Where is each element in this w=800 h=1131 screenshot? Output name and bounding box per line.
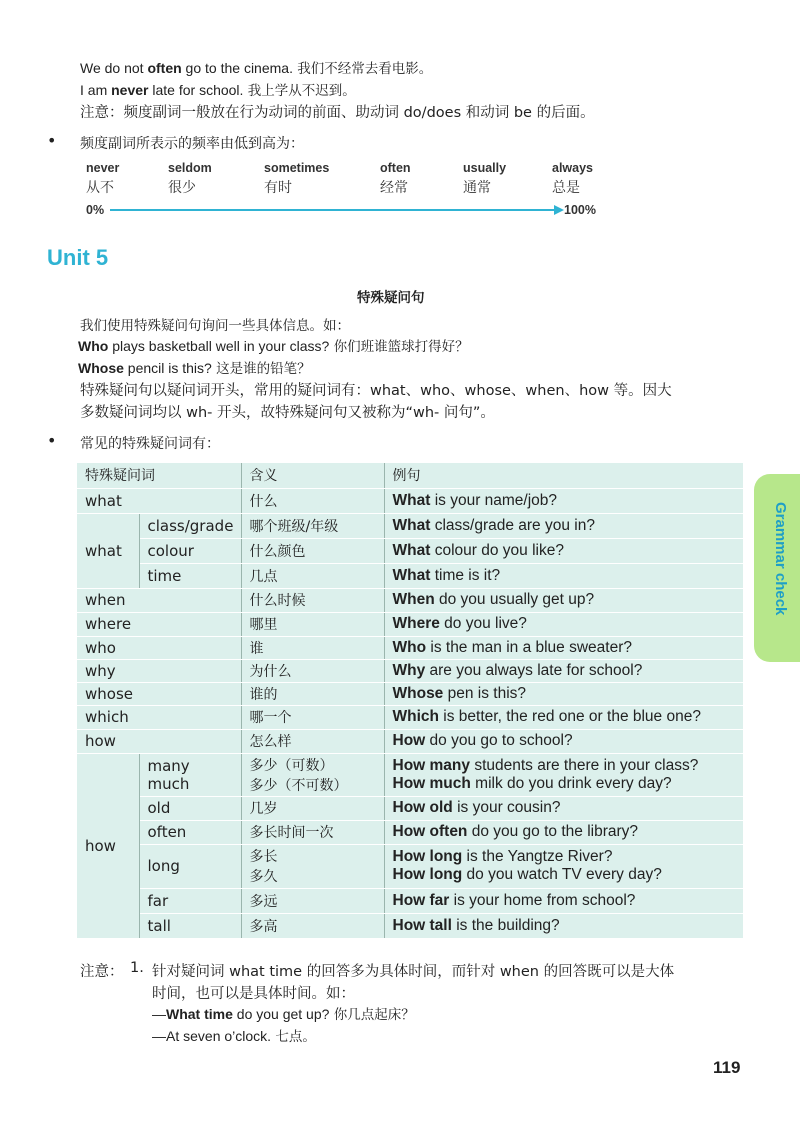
question-words-table xyxy=(77,463,743,939)
word-cell: how xyxy=(77,753,139,938)
table-row xyxy=(77,636,743,659)
example-cell: Whose pen is this? xyxy=(384,682,743,705)
example-whose: Whose pencil is this? 这是谁的铅笔？ xyxy=(78,360,311,377)
example-cell: What is your name/job? xyxy=(384,488,743,513)
example-cell: Where do you live? xyxy=(384,612,743,636)
freq-word-often: often xyxy=(380,161,411,175)
freq-cn-seldom: 很少 xyxy=(168,180,196,196)
meaning-cell: 为什么 xyxy=(241,659,384,682)
table-row xyxy=(77,538,743,563)
table-row xyxy=(77,820,743,844)
freq-word-always: always xyxy=(552,161,594,175)
meaning-cell: 怎么样 xyxy=(241,729,384,753)
table-row xyxy=(77,913,743,938)
grammar-check-tab xyxy=(754,474,800,662)
meaning-cell: 多远 xyxy=(241,888,384,913)
adverb-position-note: 注意：频度副词一般放在行为动词的前面、助动词 do/does 和动词 be 的后面。 xyxy=(80,105,595,121)
freq-cn-often: 经常 xyxy=(380,180,408,196)
meaning-cell: 谁 xyxy=(241,636,384,659)
word-cell: whose xyxy=(77,682,241,705)
page-number: 119 xyxy=(713,1058,741,1077)
example-cell: What class/grade are you in? xyxy=(384,513,743,538)
meaning-cell: 什么时候 xyxy=(241,588,384,612)
meaning-cell: 哪里 xyxy=(241,612,384,636)
footnote-answer: —At seven o’clock. 七点。 xyxy=(152,1028,316,1045)
example-cell: How tall is the building? xyxy=(384,913,743,938)
sub-word-cell: time xyxy=(139,563,241,588)
meaning-cell: 多少（可数） 多少（不可数） xyxy=(241,753,384,796)
sub-word-cell: often xyxy=(139,820,241,844)
meaning-cell: 多高 xyxy=(241,913,384,938)
freq-cn-usually: 通常 xyxy=(463,180,491,196)
word-cell: what xyxy=(77,513,139,588)
word-cell: what xyxy=(77,488,241,513)
meaning-cell: 多长 多久 xyxy=(241,844,384,888)
header-meaning: 含义 xyxy=(241,463,384,488)
table-row xyxy=(77,844,743,888)
meaning-cell: 什么颜色 xyxy=(241,538,384,563)
table-row xyxy=(77,705,743,729)
word-cell: who xyxy=(77,636,241,659)
sub-word-cell: long xyxy=(139,844,241,888)
meaning-cell: 几岁 xyxy=(241,796,384,820)
explanation-line-1: 特殊疑问句以疑问词开头，常用的疑问词有：what、who、whose、when、how 等。因大 xyxy=(80,383,672,399)
sub-word-cell: class/grade xyxy=(139,513,241,538)
example-cell: How far is your home from school? xyxy=(384,888,743,913)
example-who: Who plays basketball well in your class? 你们班谁篮球打得好？ xyxy=(78,338,469,355)
footnote-line-2: 时间，也可以是具体时间。如： xyxy=(152,986,355,1002)
word-cell: why xyxy=(77,659,241,682)
freq-cn-always: 总是 xyxy=(552,180,580,196)
intro-text: 我们使用特殊疑问句询问一些具体信息。如： xyxy=(80,318,350,334)
word-cell: which xyxy=(77,705,241,729)
sub-word-cell: many much xyxy=(139,753,241,796)
scale-start-label: 0% xyxy=(86,203,105,217)
meaning-cell: 哪个班级/年级 xyxy=(241,513,384,538)
meaning-cell: 多长时间一次 xyxy=(241,820,384,844)
table-row xyxy=(77,563,743,588)
example-cell: Who is the man in a blue sweater? xyxy=(384,636,743,659)
sub-word-cell: colour xyxy=(139,538,241,563)
example-cell: What colour do you like? xyxy=(384,538,743,563)
sub-word-cell: far xyxy=(139,888,241,913)
header-word: 特殊疑问词 xyxy=(77,463,241,488)
footnote-question: —What time do you get up? 你几点起床？ xyxy=(152,1006,415,1023)
meaning-cell: 什么 xyxy=(241,488,384,513)
word-cell: where xyxy=(77,612,241,636)
freq-word-sometimes: sometimes xyxy=(264,161,330,175)
freq-word-never: never xyxy=(86,161,120,175)
unit-title: Unit 5 xyxy=(47,245,109,270)
footnote-line-1: 针对疑问词 what time 的回答多为具体时间，而针对 when 的回答既可以是大体 xyxy=(152,964,675,980)
meaning-cell: 谁的 xyxy=(241,682,384,705)
example-cell: Why are you always late for school? xyxy=(384,659,743,682)
table-row xyxy=(77,588,743,612)
example-cell: What time is it? xyxy=(384,563,743,588)
footnote-label: 注意： xyxy=(80,964,124,980)
example-never: I am never late for school. 我上学从不迟到。 xyxy=(80,82,356,99)
table-row xyxy=(77,612,743,636)
example-cell: How often do you go to the library? xyxy=(384,820,743,844)
table-row xyxy=(77,753,743,796)
table-row xyxy=(77,513,743,538)
example-cell: How many students are there in your class? How much milk do you drink every day? xyxy=(384,753,743,796)
table-row xyxy=(77,888,743,913)
meaning-cell: 几点 xyxy=(241,563,384,588)
section-title: 特殊疑问句 xyxy=(357,290,425,306)
freq-cn-never: 从不 xyxy=(86,180,114,196)
bullet-dot: • xyxy=(47,431,57,450)
word-cell: how xyxy=(77,729,241,753)
example-cell: How old is your cousin? xyxy=(384,796,743,820)
example-cell: Which is better, the red one or the blue one? xyxy=(384,705,743,729)
table-row xyxy=(77,796,743,820)
frequency-arrow xyxy=(108,203,566,217)
header-example: 例句 xyxy=(384,463,743,488)
example-cell: How long is the Yangtze River? How long do you watch TV every day? xyxy=(384,844,743,888)
table-row xyxy=(77,682,743,705)
bullet-dot: • xyxy=(47,131,57,150)
footnote-number: 1. xyxy=(130,960,144,976)
word-cell: when xyxy=(77,588,241,612)
sub-word-cell: old xyxy=(139,796,241,820)
example-often: We do not often go to the cinema. 我们不经常去看电影。 xyxy=(80,60,433,77)
example-cell: When do you usually get up? xyxy=(384,588,743,612)
table-row xyxy=(77,659,743,682)
scale-end-label: 100% xyxy=(564,203,596,217)
table-header-row xyxy=(77,463,743,488)
sub-word-cell: tall xyxy=(139,913,241,938)
table-row xyxy=(77,488,743,513)
meaning-cell: 哪一个 xyxy=(241,705,384,729)
freq-word-seldom: seldom xyxy=(168,161,212,175)
question-words-intro: 常见的特殊疑问词有： xyxy=(80,436,220,452)
example-cell: How do you go to school? xyxy=(384,729,743,753)
frequency-intro: 频度副词所表示的频率由低到高为： xyxy=(80,136,304,152)
table-row xyxy=(77,729,743,753)
freq-cn-sometimes: 有时 xyxy=(264,180,292,196)
side-tab-label: Grammar check xyxy=(772,502,789,616)
freq-word-usually: usually xyxy=(463,161,507,175)
explanation-line-2: 多数疑问词均以 wh- 开头，故特殊疑问句又被称为“wh- 问句”。 xyxy=(80,405,495,421)
